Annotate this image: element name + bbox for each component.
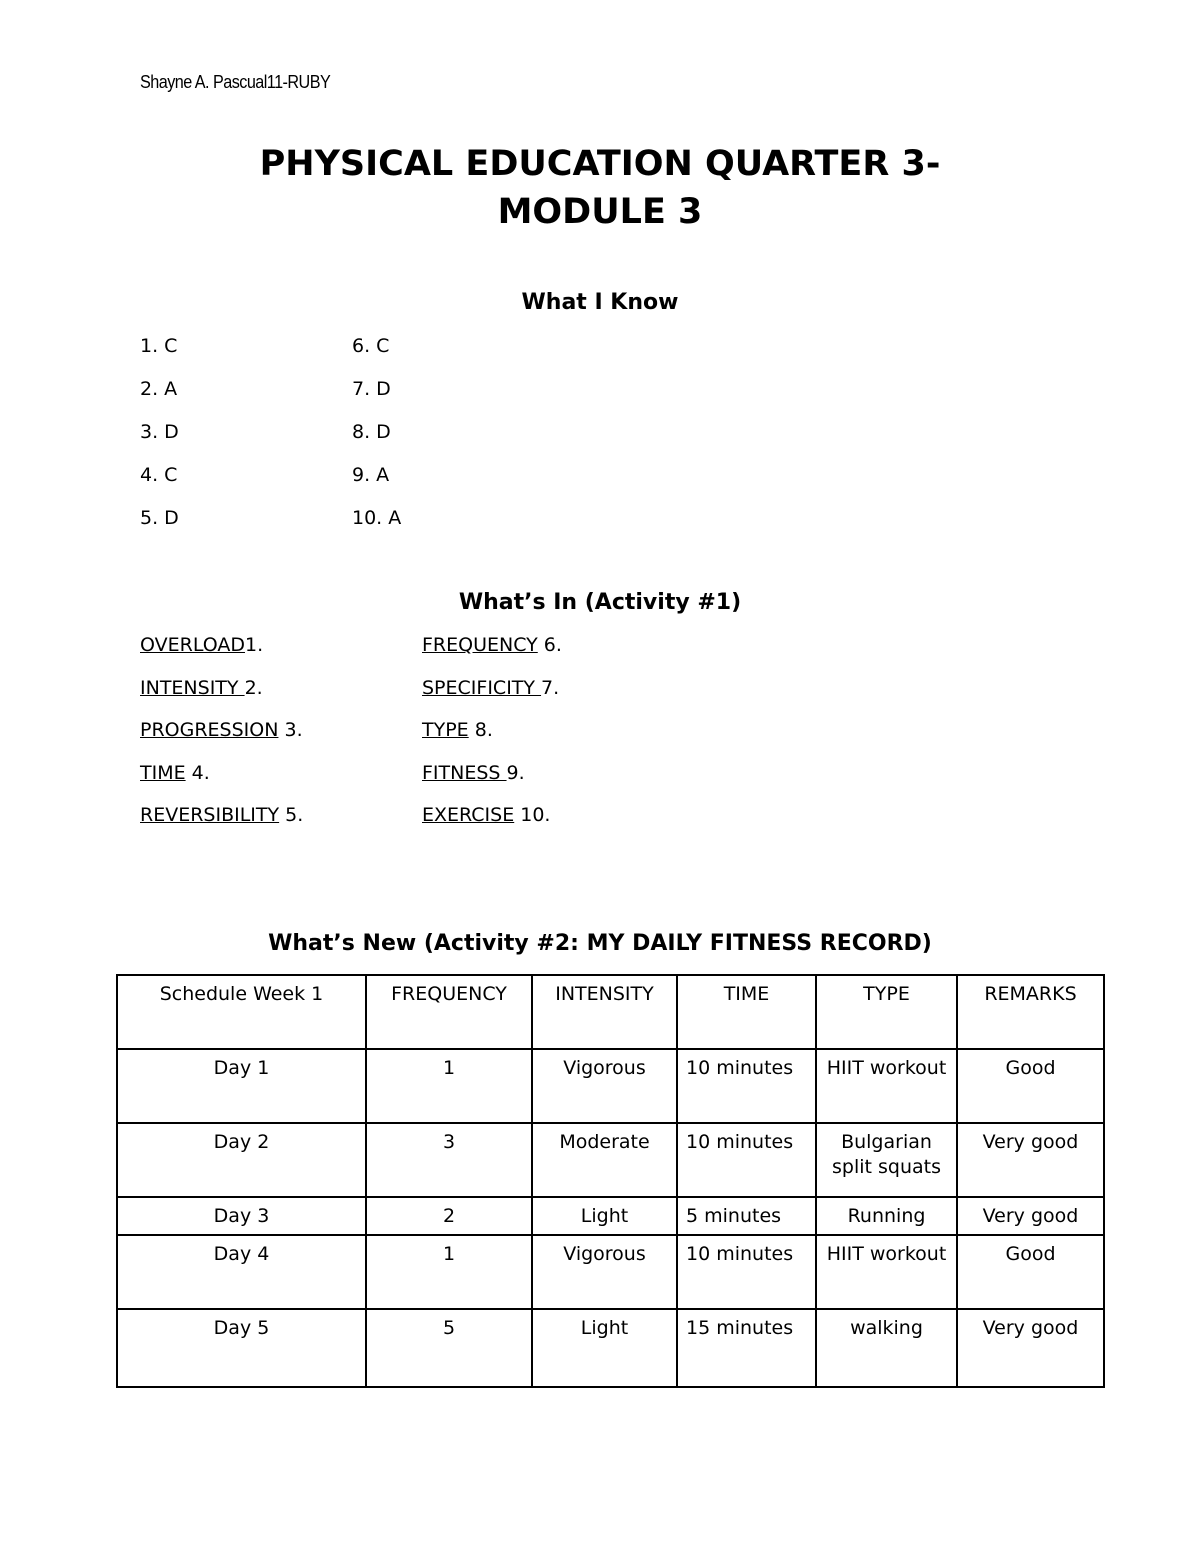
term-item bbox=[140, 794, 303, 837]
table-cell: 5 bbox=[366, 1309, 532, 1387]
table-header-row bbox=[117, 975, 1104, 1049]
answer-item: 7. D bbox=[352, 378, 391, 400]
term-item bbox=[422, 752, 562, 795]
term-number: 7. bbox=[541, 676, 560, 699]
table-cell: 3 bbox=[366, 1123, 532, 1197]
term-number: 9. bbox=[506, 761, 525, 784]
term-word: TYPE bbox=[422, 719, 469, 741]
what-i-know-heading: What I Know bbox=[521, 290, 679, 315]
table-cell: Vigorous bbox=[532, 1235, 677, 1309]
answer-item: 8. D bbox=[352, 421, 391, 443]
column-header: TYPE bbox=[816, 975, 957, 1049]
column-header: REMARKS bbox=[957, 975, 1104, 1049]
answer-item: 2. A bbox=[140, 378, 178, 400]
answers-left-column bbox=[140, 325, 179, 540]
table-cell: Light bbox=[532, 1197, 677, 1235]
term-number: 1. bbox=[244, 634, 264, 656]
table-cell: Good bbox=[957, 1049, 1104, 1123]
answer-item: 4. C bbox=[140, 464, 178, 486]
column-header: Schedule Week 1 bbox=[117, 975, 366, 1049]
table-cell: 1 bbox=[366, 1235, 532, 1309]
term-item bbox=[140, 624, 303, 667]
table-cell: Good bbox=[957, 1235, 1104, 1309]
term-number: 2. bbox=[244, 676, 263, 699]
term-item bbox=[140, 667, 303, 710]
table-row bbox=[117, 1235, 1104, 1309]
table-cell: Day 3 bbox=[117, 1197, 366, 1235]
answer-item: 10. A bbox=[352, 507, 402, 529]
term-item bbox=[422, 709, 562, 752]
table-cell: Light bbox=[532, 1309, 677, 1387]
table-cell: Vigorous bbox=[532, 1049, 677, 1123]
term-word: EXERCISE bbox=[422, 804, 515, 826]
table-cell: 5 minutes bbox=[677, 1197, 816, 1235]
term-number: 3. bbox=[278, 719, 303, 741]
terms-right-column bbox=[422, 624, 562, 837]
table-cell: 15 minutes bbox=[677, 1309, 816, 1387]
table-row bbox=[117, 1123, 1104, 1197]
table-cell: Very good bbox=[957, 1309, 1104, 1387]
answer-item: 6. C bbox=[352, 335, 390, 357]
table-cell: 10 minutes bbox=[677, 1123, 816, 1197]
answers-right-column bbox=[352, 325, 401, 540]
table-row bbox=[117, 1197, 1104, 1235]
answer-item: 1. C bbox=[140, 335, 178, 357]
table-cell: HIIT workout bbox=[816, 1049, 957, 1123]
term-word: PROGRESSION bbox=[140, 719, 279, 741]
column-header: TIME bbox=[677, 975, 816, 1049]
term-number: 4. bbox=[185, 761, 210, 784]
table-row bbox=[117, 1049, 1104, 1123]
terms-left-column bbox=[140, 624, 303, 837]
term-item bbox=[140, 752, 303, 795]
term-word: TIME bbox=[140, 761, 186, 784]
table-cell: Bulgarian split squats bbox=[816, 1123, 957, 1197]
term-item bbox=[422, 667, 562, 710]
table-cell: 2 bbox=[366, 1197, 532, 1235]
table-cell: 10 minutes bbox=[677, 1235, 816, 1309]
table-cell: Day 4 bbox=[117, 1235, 366, 1309]
page-title bbox=[0, 140, 1200, 236]
whats-in-heading: What’s In (Activity #1) bbox=[458, 590, 742, 615]
term-word: FITNESS bbox=[422, 761, 507, 784]
term-number: 5. bbox=[279, 804, 304, 826]
term-number: 6. bbox=[537, 634, 562, 656]
term-word: INTENSITY bbox=[140, 676, 245, 699]
whats-new-heading: What’s New (Activity #2: MY DAILY FITNESS RECORD) bbox=[268, 931, 932, 956]
term-item bbox=[140, 709, 303, 752]
fitness-record-table bbox=[116, 974, 1105, 1388]
table-cell: Day 5 bbox=[117, 1309, 366, 1387]
table-cell: Very good bbox=[957, 1123, 1104, 1197]
term-word: OVERLOAD bbox=[140, 634, 245, 656]
term-word: FREQUENCY bbox=[422, 634, 538, 656]
table-cell: 1 bbox=[366, 1049, 532, 1123]
answer-item: 3. D bbox=[140, 421, 179, 443]
term-word: SPECIFICITY bbox=[422, 676, 542, 699]
answer-item: 9. A bbox=[352, 464, 390, 486]
title-line-2: MODULE 3 bbox=[497, 192, 703, 232]
table-cell: HIIT workout bbox=[816, 1235, 957, 1309]
author-name: Shayne A. Pascual11-RUBY bbox=[140, 72, 331, 92]
table-cell: Day 2 bbox=[117, 1123, 366, 1197]
term-number: 8. bbox=[468, 719, 493, 741]
table-cell: Very good bbox=[957, 1197, 1104, 1235]
table-cell: Moderate bbox=[532, 1123, 677, 1197]
table-cell: walking bbox=[816, 1309, 957, 1387]
table-cell: Running bbox=[816, 1197, 957, 1235]
table-row bbox=[117, 1309, 1104, 1387]
term-number: 10. bbox=[514, 804, 551, 826]
term-word: REVERSIBILITY bbox=[140, 804, 280, 826]
title-line-1: PHYSICAL EDUCATION QUARTER 3- bbox=[259, 144, 941, 184]
table-cell: 10 minutes bbox=[677, 1049, 816, 1123]
term-item bbox=[422, 794, 562, 837]
table-cell: Day 1 bbox=[117, 1049, 366, 1123]
term-item bbox=[422, 624, 562, 667]
column-header: INTENSITY bbox=[532, 975, 677, 1049]
answer-item: 5. D bbox=[140, 507, 179, 529]
column-header: FREQUENCY bbox=[366, 975, 532, 1049]
